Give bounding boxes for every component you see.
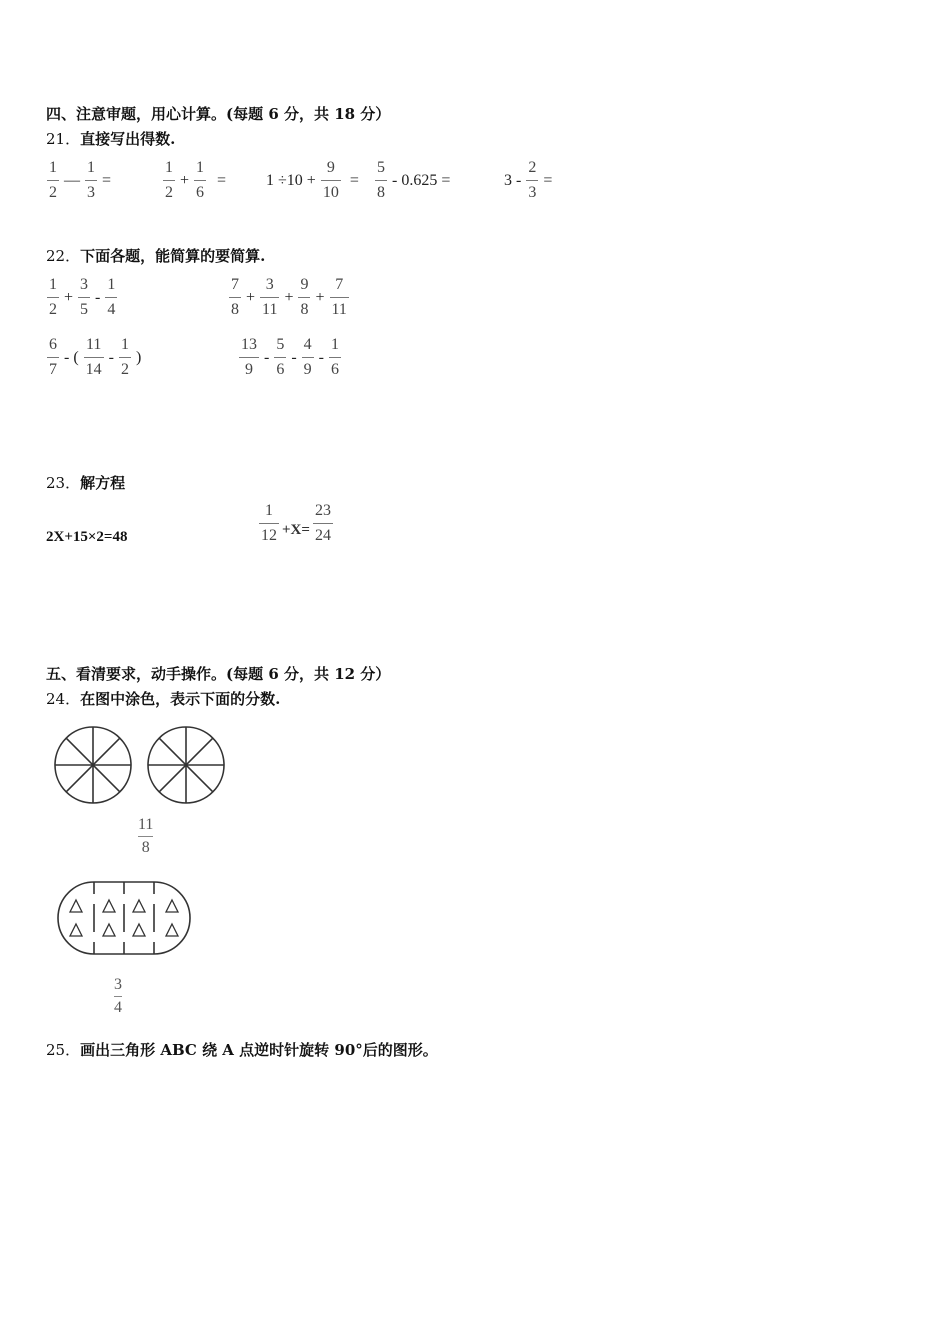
numerator: 11 (85, 336, 102, 353)
operator: + (180, 171, 190, 189)
numerator: 9 (326, 159, 335, 176)
fraction (259, 503, 279, 544)
fraction (302, 337, 314, 378)
operator: + (246, 288, 256, 306)
fraction (47, 337, 59, 378)
question-21-number: 21． (46, 130, 81, 148)
denominator: 8 (141, 839, 150, 856)
fraction (194, 160, 206, 201)
question-23-text: 解方程 (80, 474, 126, 492)
numerator: 9 (300, 276, 309, 293)
question-22-number: 22． (46, 247, 81, 265)
denominator: 4 (114, 999, 122, 1016)
numerator: 1 (49, 159, 57, 176)
equals-sign: = (217, 171, 227, 189)
fraction (329, 337, 341, 378)
numerator: 1 (107, 276, 116, 293)
numerator: 6 (49, 336, 57, 353)
numerator: 3 (80, 276, 89, 293)
denominator: 6 (276, 361, 285, 378)
operator: + (284, 288, 294, 306)
fraction (229, 277, 241, 318)
numerator: 11 (138, 816, 154, 833)
numerator: 5 (276, 336, 285, 353)
fraction (105, 277, 117, 318)
fraction (298, 277, 310, 318)
denominator: 2 (120, 361, 129, 378)
q21-expr-2 (160, 160, 228, 201)
fraction (330, 277, 349, 318)
closing-parenthesis: ) (135, 348, 142, 366)
fraction-label-2 (114, 977, 122, 1016)
q21-expr-5 (502, 160, 554, 201)
denominator: 14 (85, 361, 102, 378)
numerator: 23 (314, 502, 331, 519)
question-25-text: 画出三角形 ABC 绕 A 点逆时针旋转 90°后的图形。 (80, 1041, 438, 1059)
circle-eighths-1 (55, 727, 131, 803)
fraction (260, 277, 279, 318)
expression-prefix: 3 - (504, 171, 522, 189)
operator: - (291, 348, 297, 366)
denominator: 8 (377, 184, 385, 201)
operator: — (64, 171, 80, 189)
numerator: 13 (241, 336, 257, 353)
denominator: 3 (87, 184, 95, 201)
fraction (47, 160, 59, 201)
fraction (274, 337, 286, 378)
fraction (321, 160, 341, 201)
operator: - (318, 348, 324, 366)
denominator: 2 (49, 301, 57, 318)
operator: - (95, 288, 101, 306)
numerator: 1 (49, 276, 57, 293)
q22-expr-a (44, 277, 120, 318)
section-4-heading: 四、注意审题，用心计算。(每题 6 分，共 18 分） (46, 105, 391, 123)
question-25-number: 25． (46, 1041, 81, 1059)
numerator: 1 (265, 502, 273, 519)
question-24-text: 在图中涂色，表示下面的分数. (80, 690, 281, 708)
equals-sign: = (543, 171, 553, 189)
fraction (85, 160, 97, 201)
numerator: 1 (165, 159, 173, 176)
numerator: 7 (335, 276, 344, 293)
question-23-number: 23． (46, 474, 81, 492)
q22-expr-c (44, 337, 143, 378)
denominator: 2 (49, 184, 57, 201)
expression-rest: - 0.625 = (392, 171, 451, 189)
denominator: 11 (331, 301, 347, 318)
q22-expr-d (236, 337, 344, 378)
equation-1: 2X+15×2=48 (46, 529, 128, 545)
operator: + (64, 288, 74, 306)
operator: - (264, 348, 270, 366)
denominator: 6 (196, 184, 205, 201)
equation-middle: +X= (282, 522, 310, 538)
denominator: 8 (300, 301, 309, 318)
fraction (47, 277, 59, 318)
question-23-title (46, 472, 125, 493)
fraction-label-1 (138, 817, 153, 856)
denominator: 24 (314, 527, 331, 544)
question-22-title (46, 245, 265, 266)
circle-eighths-2 (148, 727, 224, 803)
numerator: 2 (528, 159, 537, 176)
equals-sign: = (102, 171, 112, 189)
numerator: 1 (330, 336, 339, 353)
fraction (375, 160, 387, 201)
denominator: 10 (322, 184, 339, 201)
denominator: 11 (262, 301, 278, 318)
q22-expr-b (226, 277, 352, 318)
question-21-text: 直接写出得数. (80, 130, 176, 148)
denominator: 6 (330, 361, 339, 378)
q21-expr-4 (372, 160, 452, 201)
numerator: 7 (231, 276, 239, 293)
question-21-title (46, 128, 175, 149)
fraction (526, 160, 538, 201)
operator: - ( (64, 348, 79, 366)
question-25-title (46, 1039, 438, 1060)
question-22-text: 下面各题，能简算的要简算. (80, 247, 266, 265)
numerator: 1 (196, 159, 205, 176)
q21-expr-3 (264, 160, 361, 201)
numerator: 3 (114, 976, 122, 993)
expression-prefix: 1 ÷10 + (266, 171, 316, 189)
circles-figure (50, 722, 240, 808)
fraction (239, 337, 259, 378)
equation-2 (256, 503, 336, 544)
q21-expr-1 (44, 160, 113, 201)
denominator: 3 (528, 184, 537, 201)
denominator: 5 (80, 301, 89, 318)
denominator: 2 (165, 184, 173, 201)
denominator: 12 (261, 527, 277, 544)
numerator: 1 (120, 336, 129, 353)
denominator: 7 (49, 361, 57, 378)
stadium-triangles-figure (54, 876, 194, 960)
numerator: 5 (377, 159, 385, 176)
denominator: 9 (303, 361, 312, 378)
numerator: 1 (87, 159, 95, 176)
fraction (163, 160, 175, 201)
question-24-number: 24． (46, 690, 81, 708)
equals-sign: = (349, 171, 359, 189)
numerator: 4 (303, 336, 312, 353)
question-24-title (46, 688, 280, 709)
denominator: 9 (245, 361, 253, 378)
fraction (84, 337, 104, 378)
numerator: 3 (265, 276, 274, 293)
fraction (313, 503, 333, 544)
denominator: 4 (107, 301, 116, 318)
denominator: 8 (231, 301, 239, 318)
section-5-heading: 五、看清要求，动手操作。(每题 6 分，共 12 分） (46, 665, 391, 683)
fraction (78, 277, 90, 318)
operator: - (108, 348, 114, 366)
fraction (119, 337, 131, 378)
operator: + (315, 288, 325, 306)
